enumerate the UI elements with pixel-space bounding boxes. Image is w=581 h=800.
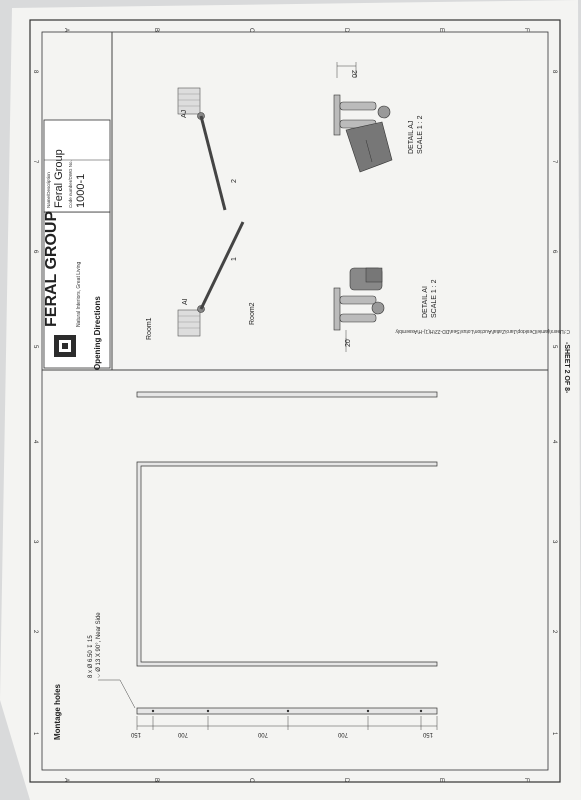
- grid-letter: D: [343, 778, 349, 783]
- wall-left: [178, 310, 200, 336]
- file-path: C:\Users\jamie\Desktop\Jaro\Zatial\Auction\Lotus\Sea\DD-22\H(1)-H\Assembly: [395, 328, 570, 334]
- feral-logo-icon: [54, 335, 76, 357]
- grid-letter: A: [63, 778, 69, 783]
- grid-letter: C: [248, 778, 254, 783]
- grid-letter: D: [343, 28, 349, 33]
- leaf-1-label: 1: [231, 257, 238, 261]
- grid-number: 2: [551, 630, 557, 634]
- grid-number: 1: [32, 732, 38, 736]
- dimension-label: 700: [177, 731, 188, 737]
- grid-number: 7: [551, 160, 557, 164]
- grid-letter: E: [438, 28, 444, 33]
- leaf-2-label: 2: [231, 179, 238, 183]
- drawing-label: Code number/DWG No.: [68, 160, 73, 208]
- sheet-label: -SHEET 2 OF 8-: [563, 342, 570, 394]
- grid-number: 3: [551, 540, 557, 544]
- detail-aj-scale: SCALE 1 : 2: [417, 115, 424, 154]
- opening-directions-heading: Opening Directions: [93, 296, 102, 370]
- grid-number: 8: [551, 70, 557, 74]
- grid-number: 4: [32, 440, 38, 444]
- top-rail: [137, 392, 437, 397]
- montage-holes-heading: Montage holes: [53, 683, 62, 740]
- grid-letter: F: [523, 778, 529, 782]
- grid-letter: C: [248, 28, 254, 33]
- grid-number: 1: [551, 732, 557, 736]
- montage-callout-line2: ⌵ Ø 13 X 90°, Near Side: [96, 612, 102, 678]
- label-aj: AJ: [181, 109, 188, 118]
- grid-letter: A: [63, 28, 69, 33]
- grid-number: 4: [551, 440, 557, 444]
- dimension-label: 700: [337, 731, 348, 737]
- detail-ai-scale: SCALE 1 : 2: [431, 279, 438, 318]
- grid-letter: F: [523, 28, 529, 32]
- grid-number: 7: [32, 160, 38, 164]
- grid-number: 8: [32, 70, 38, 74]
- grid-number: 5: [551, 345, 557, 349]
- label-ai: AI: [182, 298, 189, 305]
- grid-letter: E: [438, 778, 444, 783]
- brand-logo-text: FERAL GROUP: [43, 210, 60, 327]
- grid-letter: B: [153, 28, 159, 33]
- detail-aj-dim: 20: [350, 70, 357, 78]
- brand-tagline: Natural Interiors, Great Living: [76, 261, 82, 327]
- dimension-label: 150: [130, 731, 141, 737]
- room1-label: Room1: [146, 317, 153, 340]
- montage-callout-line1: 8 x Ø 6.50 ↧ 15: [88, 635, 94, 678]
- grid-number: 3: [32, 540, 38, 544]
- name-value: Feral Group: [53, 149, 65, 208]
- drawing-number: 1000-1: [75, 173, 87, 208]
- grid-letter: B: [153, 778, 159, 783]
- grid-number: 6: [32, 250, 38, 254]
- name-label: Name/Description: [46, 172, 51, 208]
- dimension-label: 700: [257, 731, 268, 737]
- dimension-label: 150: [422, 731, 433, 737]
- room2-label: Room2: [249, 302, 256, 325]
- detail-aj-title: DETAIL AJ: [408, 120, 415, 154]
- grid-number: 5: [32, 345, 38, 349]
- grid-number: 6: [551, 250, 557, 254]
- detail-ai-dim: 20: [345, 339, 352, 347]
- detail-ai-title: DETAIL AI: [422, 286, 429, 318]
- grid-number: 2: [32, 630, 38, 634]
